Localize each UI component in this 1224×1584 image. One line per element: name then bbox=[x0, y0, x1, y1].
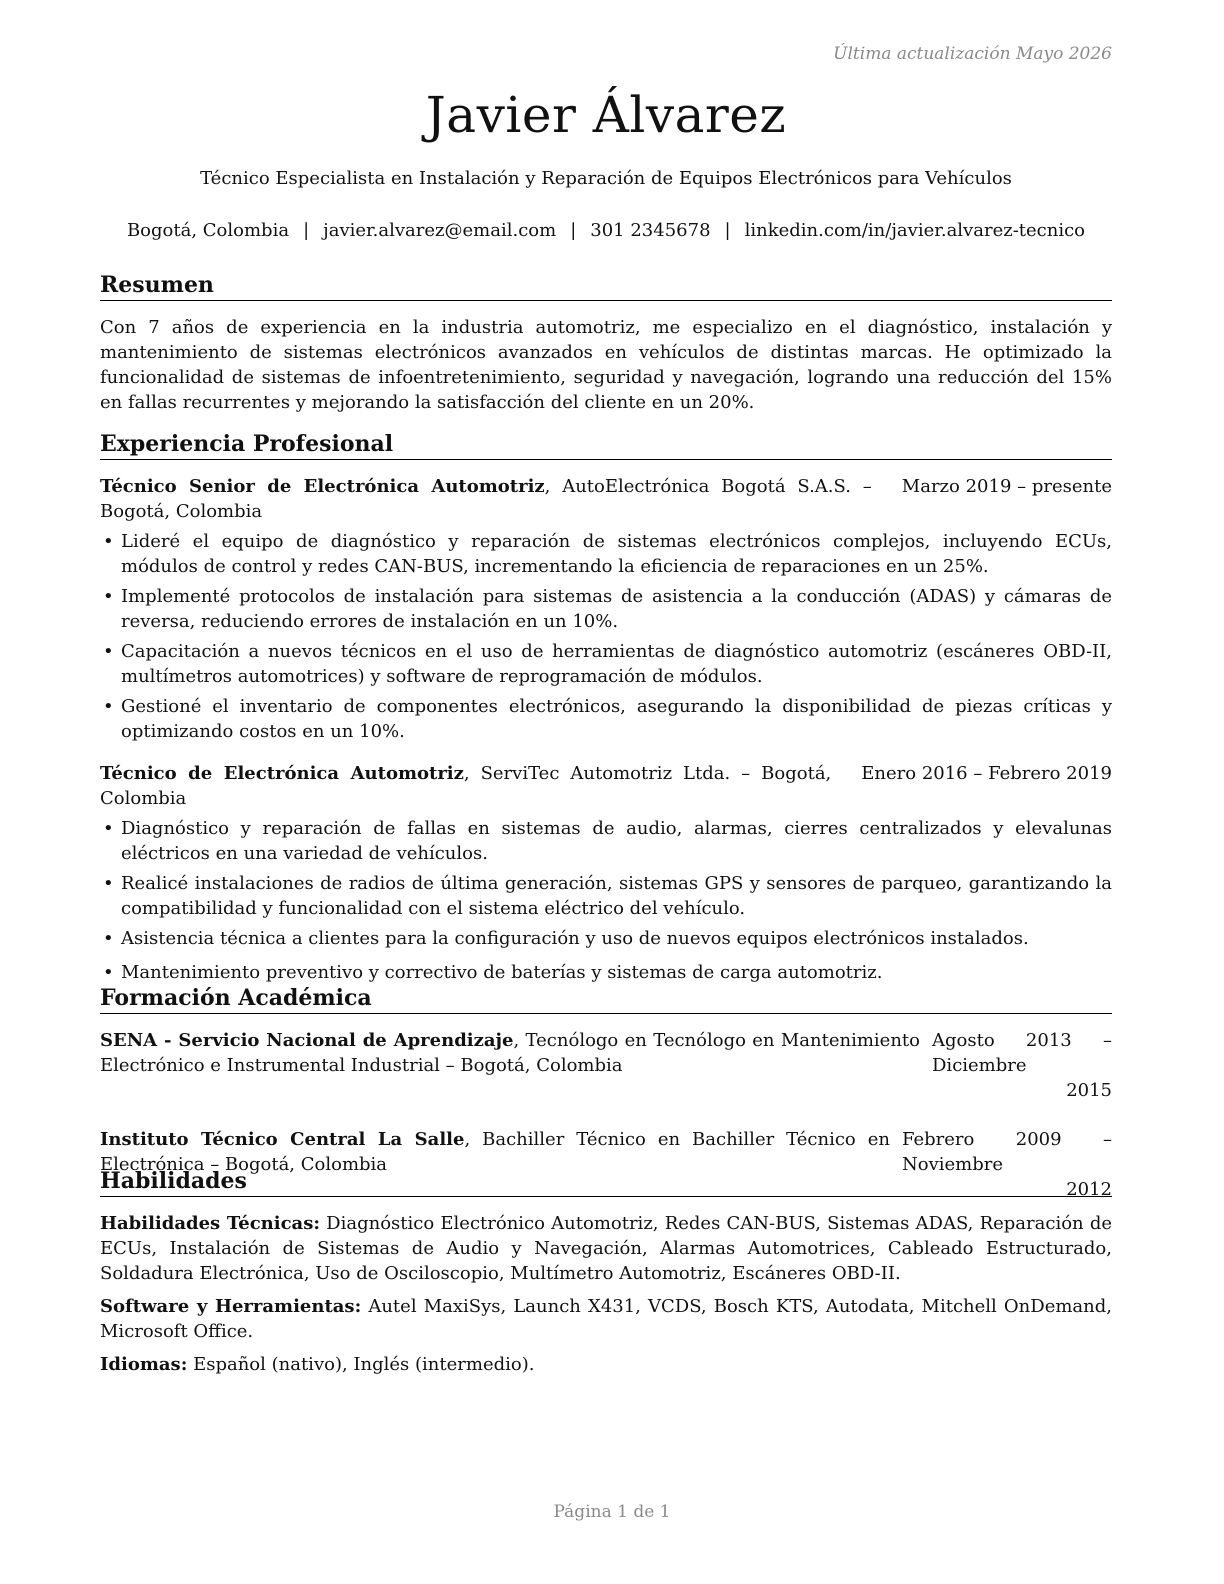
skills-software-label: Software y Herramientas: bbox=[100, 1296, 362, 1317]
contact-linkedin[interactable]: linkedin.com/in/javier.alvarez-tecnico bbox=[744, 220, 1086, 241]
experience-section bbox=[100, 431, 1112, 990]
contact-separator: | bbox=[570, 220, 577, 241]
job-header bbox=[100, 761, 1112, 811]
job-role: Técnico Senior de Electrónica Automotriz bbox=[100, 476, 545, 497]
job-title-company bbox=[100, 474, 872, 524]
summary-text: Con 7 años de experiencia en la industria automotriz, me especializo en el diagnóstico, instalación y mantenimiento de sistemas electrónicos avanzados en vehículos de distintas marcas. He optimizado la funcionalidad de sistemas de infoentretenimiento, seguridad y navegación, logrando una reducción del 15% en fallas recurrentes y mejorando la satisfacción del cliente en un 20%. bbox=[100, 317, 1112, 413]
contact-separator: | bbox=[303, 220, 310, 241]
contact-separator: | bbox=[724, 220, 731, 241]
job-entry bbox=[100, 474, 1112, 744]
candidate-title: Técnico Especialista en Instalación y Reparación de Equipos Electrónicos para Vehículos bbox=[200, 168, 1012, 189]
contact-line bbox=[100, 220, 1112, 241]
job-entry bbox=[100, 761, 1112, 985]
education-dates-line: Agosto 2013 – Diciembre bbox=[932, 1030, 1112, 1076]
skills-technical-text: Diagnóstico Electrónico Automotriz, Redes CAN-BUS, Sistemas ADAS, Reparación de ECUs, Instalación de Sistemas de Audio y Navegación, Alarmas Automotrices, Cableado Estructurado, Soldadura Electrónica, Uso de Osciloscopio, Multímetro Automotriz, Escáneres OBD-II. bbox=[100, 1213, 1112, 1284]
job-company: , ServiTec Automotriz Ltda. – Bogotá, Colombia bbox=[100, 763, 832, 809]
list-item: • Diagnóstico y reparación de fallas en sistemas de audio, alarmas, cierres centralizados y elevalunas eléctricos en una variedad de vehículos. bbox=[100, 816, 1112, 866]
job-header bbox=[100, 474, 1112, 524]
education-dates-line: 2012 bbox=[1066, 1179, 1112, 1200]
education-institution: SENA - Servicio Nacional de Aprendizaje bbox=[100, 1030, 514, 1051]
education-program: , Tecnólogo en Tecnólogo en Mantenimiento Electrónico e Instrumental Industrial – Bogotá, Colombia bbox=[100, 1030, 920, 1076]
last-updated: Última actualización Mayo 2026 bbox=[833, 44, 1112, 64]
skills-section bbox=[100, 1168, 1112, 1385]
skills-software-text: Autel MaxiSys, Launch X431, VCDS, Bosch KTS, Autodata, Mitchell OnDemand, Microsoft Office. bbox=[100, 1296, 1112, 1342]
skills-languages-text: Español (nativo), Inglés (intermedio). bbox=[187, 1354, 535, 1375]
job-dates: Marzo 2019 – presente bbox=[901, 476, 1112, 497]
education-detail bbox=[100, 1028, 932, 1103]
skills-technical-label: Habilidades Técnicas: bbox=[100, 1213, 320, 1234]
candidate-name: Javier Álvarez bbox=[425, 86, 787, 144]
section-heading: Resumen bbox=[100, 272, 1112, 301]
list-item: • Gestioné el inventario de componentes electrónicos, asegurando la disponibilidad de piezas críticas y optimizando costos en un 10%. bbox=[100, 694, 1112, 744]
skills-languages-label: Idiomas: bbox=[100, 1354, 188, 1375]
section-heading: Experiencia Profesional bbox=[100, 431, 1112, 460]
job-role: Técnico de Electrónica Automotriz bbox=[100, 763, 464, 784]
list-item: • Mantenimiento preventivo y correctivo de baterías y sistemas de carga automotriz. bbox=[100, 960, 1112, 985]
contact-email[interactable]: javier.alvarez@email.com bbox=[323, 220, 557, 241]
job-bullets bbox=[100, 529, 1112, 744]
job-dates: Enero 2016 – Febrero 2019 bbox=[861, 763, 1112, 784]
education-dates-line: 2015 bbox=[1066, 1080, 1112, 1101]
list-item: • Realicé instalaciones de radios de última generación, sistemas GPS y sensores de parqueo, garantizando la compatibilidad y funcionalidad con el sistema eléctrico del vehículo. bbox=[100, 871, 1112, 921]
skills-technical bbox=[100, 1211, 1112, 1286]
job-company: , AutoElectrónica Bogotá S.A.S. – Bogotá, Colombia bbox=[100, 476, 872, 522]
list-item: • Capacitación a nuevos técnicos en el uso de herramientas de diagnóstico automotriz (escáneres OBD-II, multímetros automotrices) y software de reprogramación de módulos. bbox=[100, 639, 1112, 689]
education-program: , Bachiller Técnico en Bachiller Técnico en Electrónica – Bogotá, Colombia bbox=[100, 1129, 890, 1175]
job-title-company bbox=[100, 761, 831, 811]
list-item: • Lideré el equipo de diagnóstico y reparación de sistemas electrónicos complejos, incluyendo ECUs, módulos de control y redes CAN-BUS, incrementando la eficiencia de reparaciones en un 25%. bbox=[100, 529, 1112, 579]
list-item: • Asistencia técnica a clientes para la configuración y uso de nuevos equipos electrónicos instalados. bbox=[100, 926, 1112, 951]
job-bullets bbox=[100, 816, 1112, 985]
section-heading: Habilidades bbox=[100, 1168, 1112, 1197]
education-dates bbox=[932, 1028, 1112, 1103]
section-heading: Formación Académica bbox=[100, 985, 1112, 1014]
list-item: • Implementé protocolos de instalación para sistemas de asistencia a la conducción (ADAS) y cámaras de reversa, reduciendo errores de instalación en un 10%. bbox=[100, 584, 1112, 634]
summary-section bbox=[100, 272, 1112, 415]
education-institution: Instituto Técnico Central La Salle bbox=[100, 1129, 465, 1150]
page-number: Página 1 de 1 bbox=[553, 1502, 671, 1522]
education-dates-line: Febrero 2009 – Noviembre bbox=[902, 1129, 1112, 1175]
education-entry bbox=[100, 1028, 1112, 1103]
contact-phone: 301 2345678 bbox=[590, 220, 711, 241]
contact-location: Bogotá, Colombia bbox=[126, 220, 290, 241]
skills-software bbox=[100, 1294, 1112, 1344]
skills-languages bbox=[100, 1352, 1112, 1377]
